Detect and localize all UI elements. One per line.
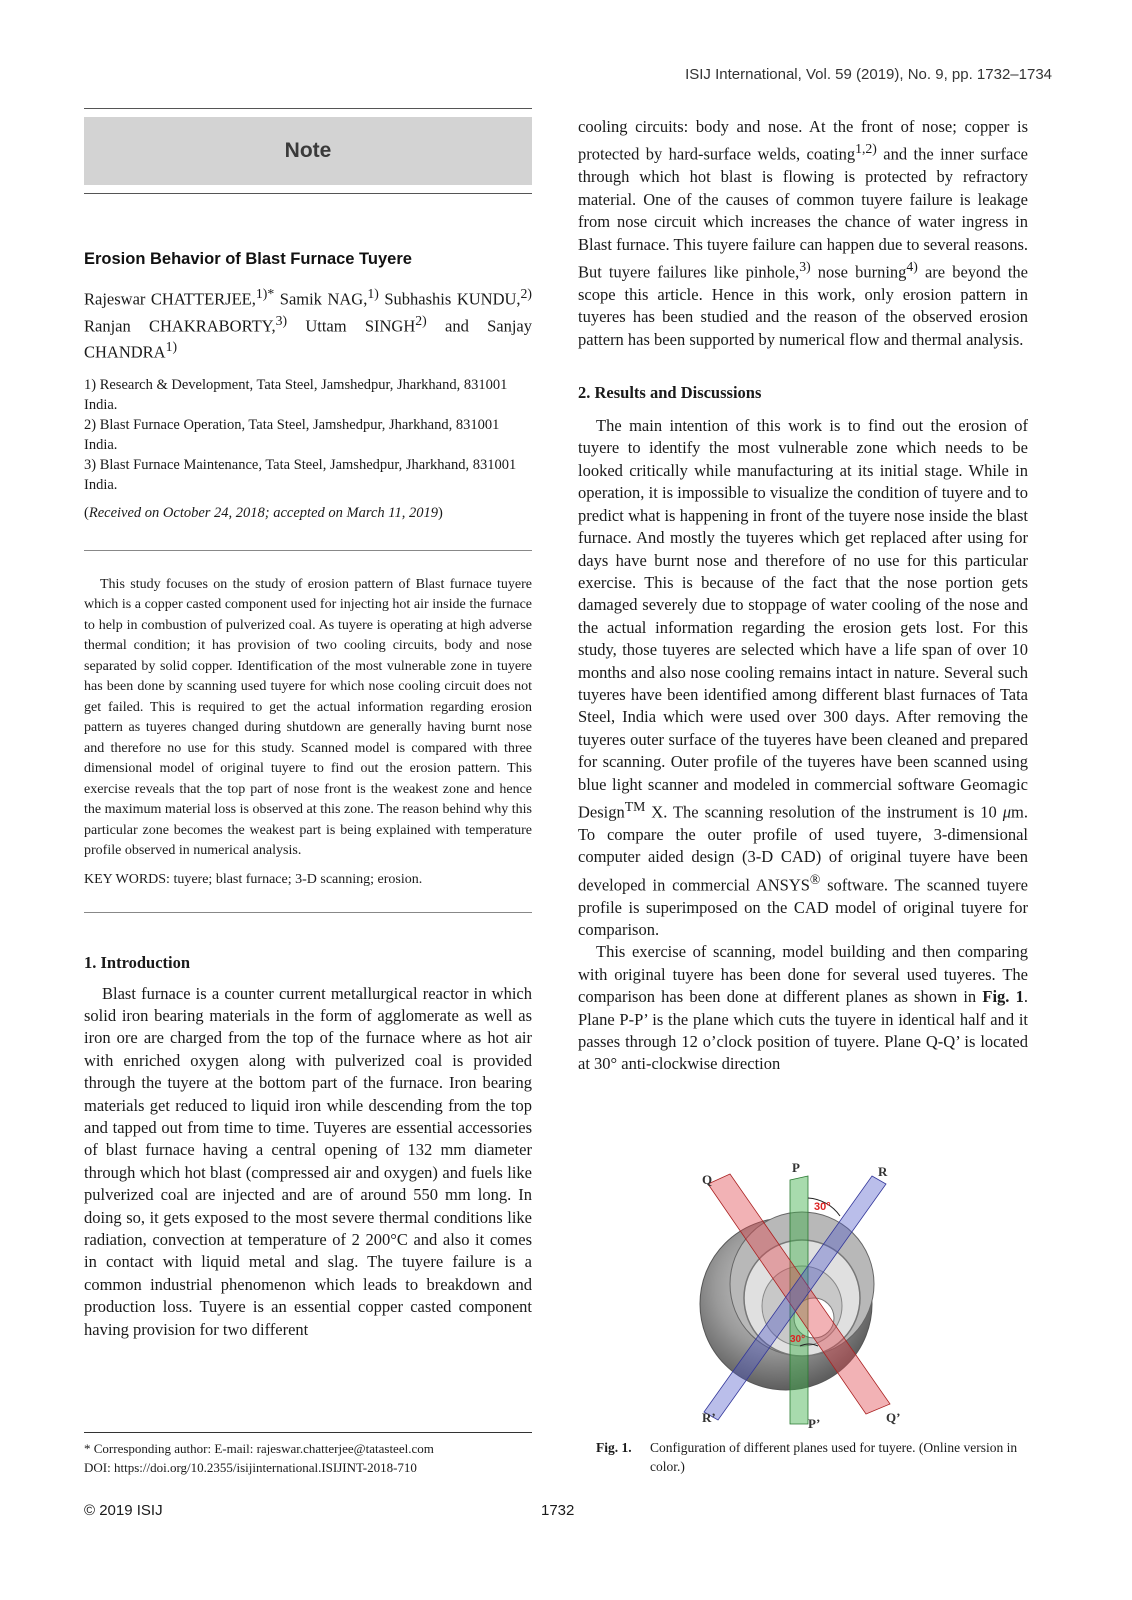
text-run: and the inner surface through which hot blast is flowing is protected by refractory material. One of the causes of common tuyere failure is leakage from nose circuit which increases the chance of water ingress in Blast furnace. This tuyere failure can happen due to several reasons. But tuyere failures like pinhole, [578, 144, 1028, 282]
affiliations [84, 375, 532, 495]
author-sup: 3) [275, 312, 288, 328]
text-run: nose burning [810, 262, 907, 282]
text-run: are beyond the scope this article. Hence in this work, only erosion pattern in tuyeres has been studied and the reason of the observed erosion pattern has been supported by numerical flow and thermal analysis. [578, 262, 1028, 349]
running-head: ISIJ International, Vol. 59 (2019), No. 9, pp. 1732–1734 [685, 66, 1052, 83]
citation-sup: 3) [799, 258, 811, 274]
mu-symbol: μ [1002, 802, 1012, 822]
author-sup: 2) [520, 286, 532, 301]
author-sup: 1) [367, 286, 379, 301]
author-name: Rajeswar CHATTERJEE, [84, 289, 256, 309]
note-label: Note [284, 139, 332, 162]
author-name: Ranjan CHAKRABORTY, [84, 316, 276, 335]
author-list [84, 283, 532, 363]
figure-caption [596, 1438, 1024, 1476]
caption-label: Fig. 1. [596, 1440, 632, 1455]
corresponding-author: * Corresponding author: E-mail: rajeswar.chatterjee@tatasteel.com [84, 1441, 434, 1456]
citation-sup: 4) [906, 258, 918, 274]
label-angle-center: 30° [790, 1334, 806, 1345]
label-r: R [878, 1164, 888, 1179]
tuyere-figure [690, 1158, 905, 1430]
caption-text: Configuration of different planes used for tuyere. (Online version in color.) [650, 1440, 1018, 1474]
text-run: software. The scanned tuyere profile is superimposed on the CAD model of original tuyere for comparison. [578, 875, 1028, 939]
text-run: X. The scanning resolution of the instrument is 10 [645, 802, 1003, 822]
label-angle-top: 30° [814, 1201, 831, 1213]
author-name: Samik NAG, [274, 289, 368, 309]
registered-sup: ® [809, 871, 821, 887]
section-heading: 2. Results and Discussions [578, 383, 762, 403]
figure-ref: Fig. 1 [982, 987, 1024, 1007]
trademark-sup: TM [624, 798, 646, 814]
abstract: This study focuses on the study of erosion pattern of Blast furnace tuyere which is a copper casted component used for injecting hot air inside the furnace to help in combustion of pulverized coal. As tuyere is operating at high adverse thermal condition; it has provision of two cooling circuits, body and nose separated by solid copper. Identification of the most vulnerable zone in tuyere has been done by scanning used tuyere for which nose cooling circuit does not get failed. This is required to get the actual information regarding erosion pattern as tuyeres changed during shutdown are generally having burnt nose and therefore no use for this study. Scanned model is compared with three dimensional model of original tuyere to find out the erosion pattern. This exercise reveals that the top part of nose front is the weakest zone and hence the maximum material loss is observed at this zone. The reason behind why this particular zone becomes the weakest part is being explained with temperature profile observed in numerical analysis. [84, 576, 532, 858]
keywords: KEY WORDS: tuyere; blast furnace; 3-D scanning; erosion. [84, 871, 423, 887]
author-sup: 2) [415, 312, 427, 328]
body-paragraph [578, 941, 1028, 1075]
text-run: This exercise of scanning, model building and then comparing with original tuyere has been done for several used tuyeres. The comparison has been done at different planes as shown in [578, 942, 1028, 1007]
page-number: 1732 [541, 1502, 575, 1519]
doi: DOI: https://doi.org/10.2355/isijinternational.ISIJINT-2018-710 [84, 1460, 417, 1475]
label-q: Q [702, 1172, 713, 1187]
label-p: P [792, 1160, 800, 1175]
received-dates: (Received on October 24, 2018; accepted on March 11, 2019) [84, 504, 443, 521]
note-banner [84, 117, 532, 185]
left-column [84, 108, 532, 1341]
affiliation-item: 1) Research & Development, Tata Steel, Jamshedpur, Jharkhand, 831001 India. [84, 376, 508, 413]
tuyere-plane-diagram [690, 1158, 905, 1430]
article-title: Erosion Behavior of Blast Furnace Tuyere [84, 250, 412, 268]
introduction-section [84, 953, 532, 1342]
section-heading: 1. Introduction [84, 952, 191, 972]
text-run: cooling circuits: body and nose. At the front of nose; copper is protected by hard-surface welds, coating [578, 117, 1028, 164]
body-paragraph: Blast furnace is a counter current metallurgical reactor in which solid iron bearing materials in the form of agglomerate as well as iron ore are charged from the top of the furnace where as hot air with enriched oxygen along with pulverized coal is provided through the tuyere at the bottom part of the furnace. Iron bearing materials get reduced to liquid iron while descending from the top and tapped out from time to time. Tuyeres are essential accessories of blast furnace having a central opening of 132 mm diameter through which hot blast (compressed air and oxygen) and fuels like pulverized coal are injected and are of around 550 mm long. In doing so, it gets exposed to the most severe thermal conditions like radiation, convection at temperature of 2 200°C and also it comes in contact with liquid metal and slag. The tuyere failure is a common industrial phenomenon which leads to breakdown and production loss. Tuyere is an essential copper casted component having provision for two different [84, 983, 532, 1339]
text-run: . Plane P-P’ is the plane which cuts the tuyere in identical half and it passes through 12 o’clock position of tuyere. Plane Q-Q’ is located at 30° anti-clockwise direction [578, 987, 1028, 1074]
affiliation-item: 3) Blast Furnace Maintenance, Tata Steel, Jamshedpur, Jharkhand, 831001 India. [84, 456, 517, 493]
abstract-block [84, 550, 532, 888]
label-p-prime: P’ [808, 1416, 821, 1430]
affiliation-item: 2) Blast Furnace Operation, Tata Steel, Jamshedpur, Jharkhand, 831001 India. [84, 416, 500, 453]
label-r-prime: R’ [702, 1410, 716, 1425]
right-column [578, 116, 1028, 1076]
author-name: and Sanjay CHANDRA [84, 316, 532, 362]
top-rule [84, 108, 532, 109]
footnote [84, 1432, 532, 1477]
text-run: The main intention of this work is to find out the erosion of tuyere to identify the most vulnerable zone which needs to be looked critically while manufacturing at its initial stage. While in operation, it is impossible to visualize the condition of tuyere and to predict what is happening in front of the tuyere nose inside the blast furnace. And mostly the tuyeres which get replaced after using for days have burnt nose and therefore of no use for this particular exercise. This is because of the fact that the nose portion gets damaged severely due to stoppage of water cooling of the nose and the actual information regarding the erosion gets lost. For this study, those tuyeres are selected which have a life span of over 10 months and also nose cooling remains intact in nature. Several such tuyeres have been identified among different blast furnaces of Tata Steel, India which were used over 300 days. After removing the tuyeres outer surface of the tuyeres have been cleaned and prepared for scanning. Outer profile of the tuyeres have been scanned using blue light scanner and modeled in commercial software Geomagic Design [578, 416, 1028, 822]
abstract-bottom-rule [84, 912, 532, 913]
label-q-prime: Q’ [886, 1410, 901, 1425]
author-sup: 1)* [255, 286, 275, 301]
author-name: Uttam SINGH [287, 316, 416, 335]
body-paragraph [578, 415, 1028, 941]
citation-sup: 1,2) [855, 141, 877, 157]
note-rule [84, 193, 532, 194]
copyright: © 2019 ISIJ [84, 1502, 163, 1519]
body-paragraph [578, 116, 1028, 351]
text-run: m. To compare the outer profile of used tuyere, 3-dimensional computer aided design (3-D CAD) of original tuyere have been developed in commercial ANSYS [578, 802, 1028, 895]
author-name: Subhashis KUNDU, [378, 289, 521, 309]
received-text: Received on October 24, 2018; accepted on March 11, 2019 [88, 504, 438, 521]
author-sup: 1) [165, 339, 178, 354]
